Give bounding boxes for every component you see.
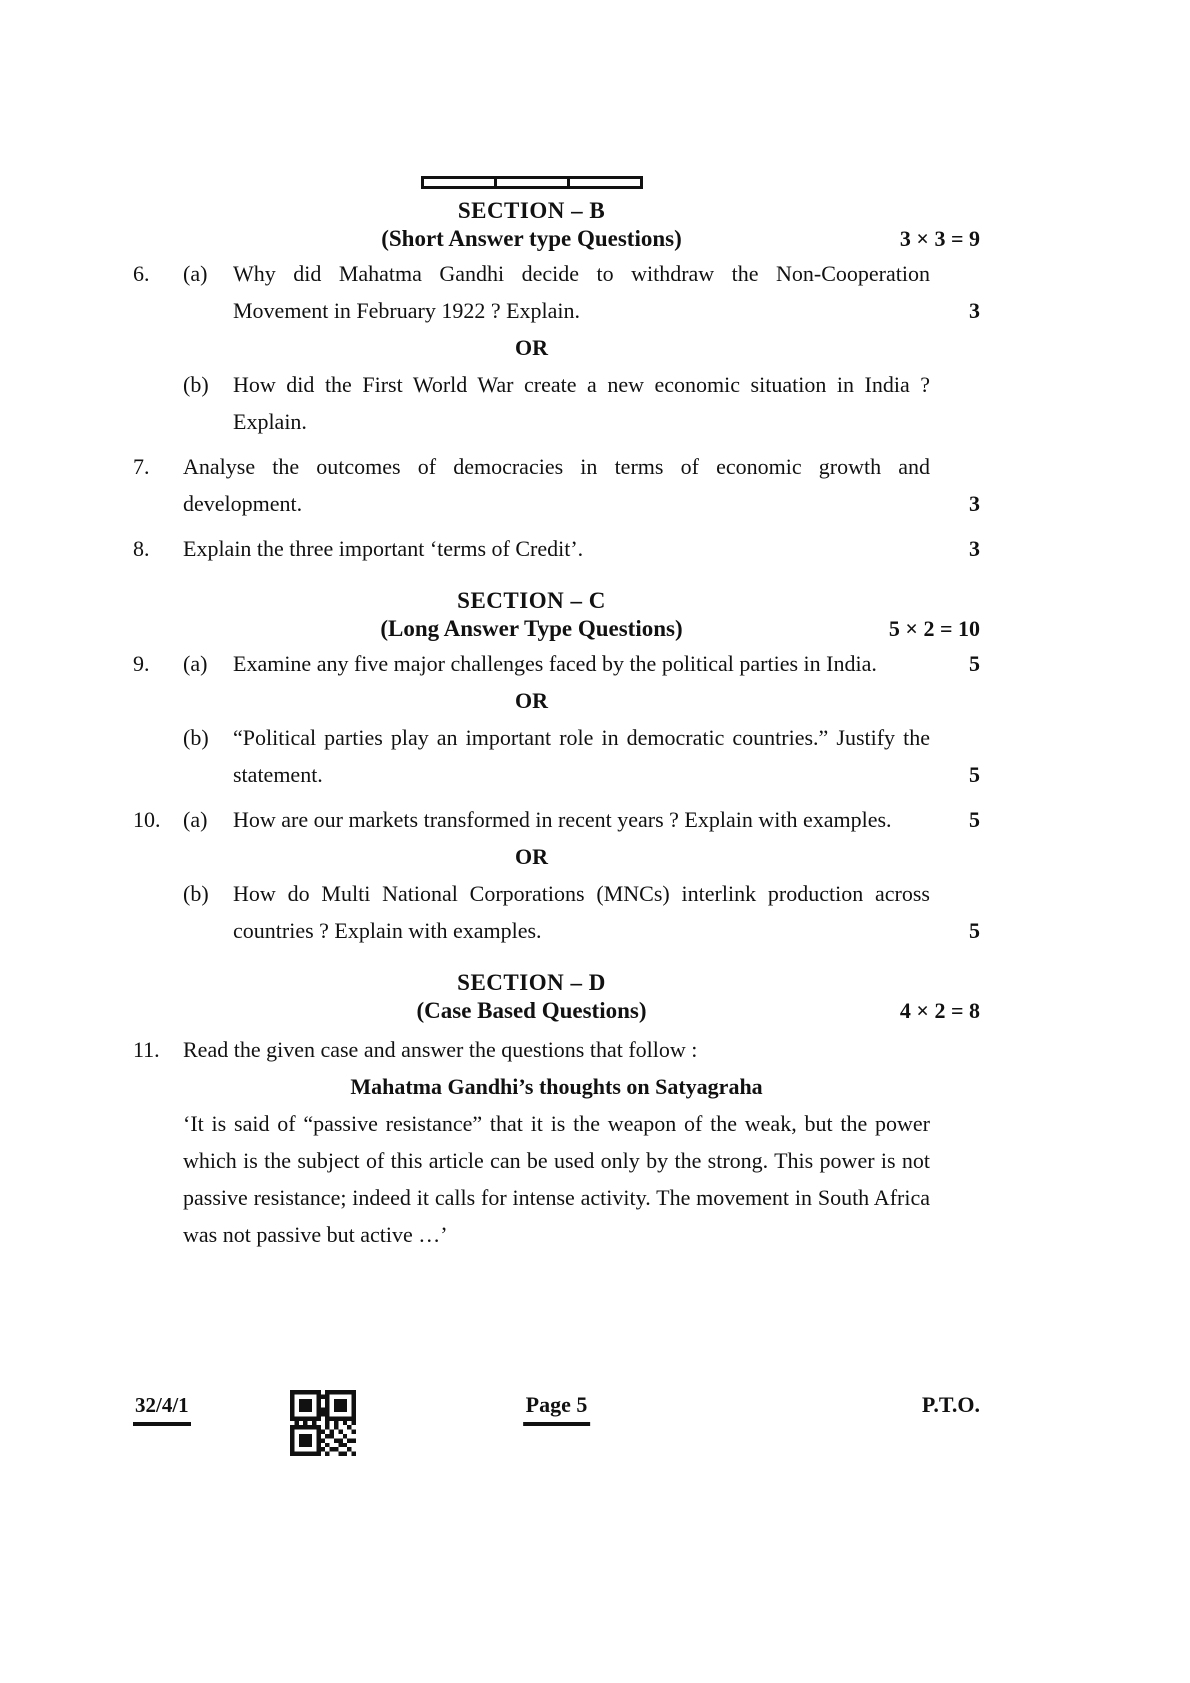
- case-text: ‘It is said of “passive resistance” that it is the weapon of the weak, but the power which is the subject of this article can be used only by the strong. This power is not passive resistance; indeed it calls for intense activity. The movement in South Africa was not passive but active …’: [183, 1111, 930, 1247]
- paper-code: 32/4/1: [133, 1392, 191, 1426]
- ornament-cell: [570, 179, 640, 186]
- option-label: (b): [183, 372, 209, 397]
- option-label: (b): [183, 881, 209, 906]
- or-divider: OR: [515, 844, 548, 869]
- or-divider: OR: [515, 335, 548, 360]
- question-number: 10.: [133, 807, 161, 832]
- question-intro: Read the given case and answer the questions that follow :: [183, 1037, 698, 1062]
- question-marks: 3: [969, 298, 980, 323]
- question-number: 7.: [133, 454, 150, 479]
- question-10b: [133, 875, 980, 949]
- question-marks: 3: [969, 536, 980, 561]
- section-c-marks-total: 5 × 2 = 10: [888, 616, 980, 641]
- question-9b: [133, 719, 980, 793]
- or-divider: OR: [515, 688, 548, 713]
- option-label: (a): [183, 807, 208, 832]
- question-number: [133, 875, 183, 949]
- question-text: Analyse the outcomes of democracies in terms of economic growth and development.: [183, 454, 930, 516]
- case-title: Mahatma Gandhi’s thoughts on Satyagraha: [350, 1074, 763, 1099]
- question-10a: [133, 801, 980, 838]
- question-text: Why did Mahatma Gandhi decide to withdraw the Non-Cooperation Movement in February 1922 ? Explain.: [233, 261, 930, 323]
- question-text: Examine any five major challenges faced by the political parties in India.: [233, 651, 877, 676]
- question-number: 11.: [133, 1037, 160, 1062]
- header-ornament-bar: [421, 176, 643, 189]
- pto-label: P.T.O.: [921, 1392, 980, 1417]
- question-11: [133, 1031, 980, 1253]
- section-d-title: SECTION – D: [457, 970, 606, 995]
- question-marks: 3: [969, 491, 980, 516]
- page-number: Page 5: [523, 1392, 591, 1426]
- question-text: “Political parties play an important role in democratic countries.” Justify the statement.: [233, 725, 930, 787]
- section-b-subtitle-row: [133, 225, 980, 253]
- qr-code-icon: [290, 1390, 356, 1456]
- page-content: [133, 176, 980, 1253]
- option-label: (a): [183, 261, 208, 286]
- question-text: Explain the three important ‘terms of Credit’.: [183, 536, 584, 561]
- section-b-subtitle: (Short Answer type Questions): [381, 226, 682, 251]
- question-marks: 5: [969, 762, 980, 787]
- question-marks: 5: [969, 807, 980, 832]
- header-ornament-wrap: [133, 176, 930, 189]
- question-number: [133, 366, 183, 440]
- question-marks: 5: [969, 918, 980, 943]
- question-6a: [133, 255, 980, 329]
- question-9a: [133, 645, 980, 682]
- question-text: How did the First World War create a new economic situation in India ? Explain.: [233, 372, 930, 434]
- section-d-subtitle: (Case Based Questions): [416, 998, 647, 1023]
- question-number: 6.: [133, 261, 150, 286]
- section-c-subtitle-row: [133, 615, 980, 643]
- section-d-marks-total: 4 × 2 = 8: [899, 998, 980, 1023]
- question-8: [133, 530, 980, 567]
- ornament-cell: [497, 179, 570, 186]
- section-c-subtitle: (Long Answer Type Questions): [380, 616, 683, 641]
- ornament-cell: [424, 179, 497, 186]
- question-number: [133, 719, 183, 793]
- option-label: (b): [183, 725, 209, 750]
- section-d-subtitle-row: [133, 997, 980, 1025]
- question-text: How are our markets transformed in recent years ? Explain with examples.: [233, 807, 892, 832]
- question-number: 8.: [133, 536, 150, 561]
- page-footer: [133, 1392, 980, 1472]
- section-b-title: SECTION – B: [457, 198, 606, 223]
- section-c-title: SECTION – C: [457, 588, 606, 613]
- question-6b: [133, 366, 980, 440]
- question-number: 9.: [133, 651, 150, 676]
- section-b-marks-total: 3 × 3 = 9: [899, 226, 980, 251]
- question-text: How do Multi National Corporations (MNCs) interlink production across countries ? Explain with examples.: [233, 881, 930, 943]
- option-label: (a): [183, 651, 208, 676]
- question-7: [133, 448, 980, 522]
- question-marks: 5: [969, 651, 980, 676]
